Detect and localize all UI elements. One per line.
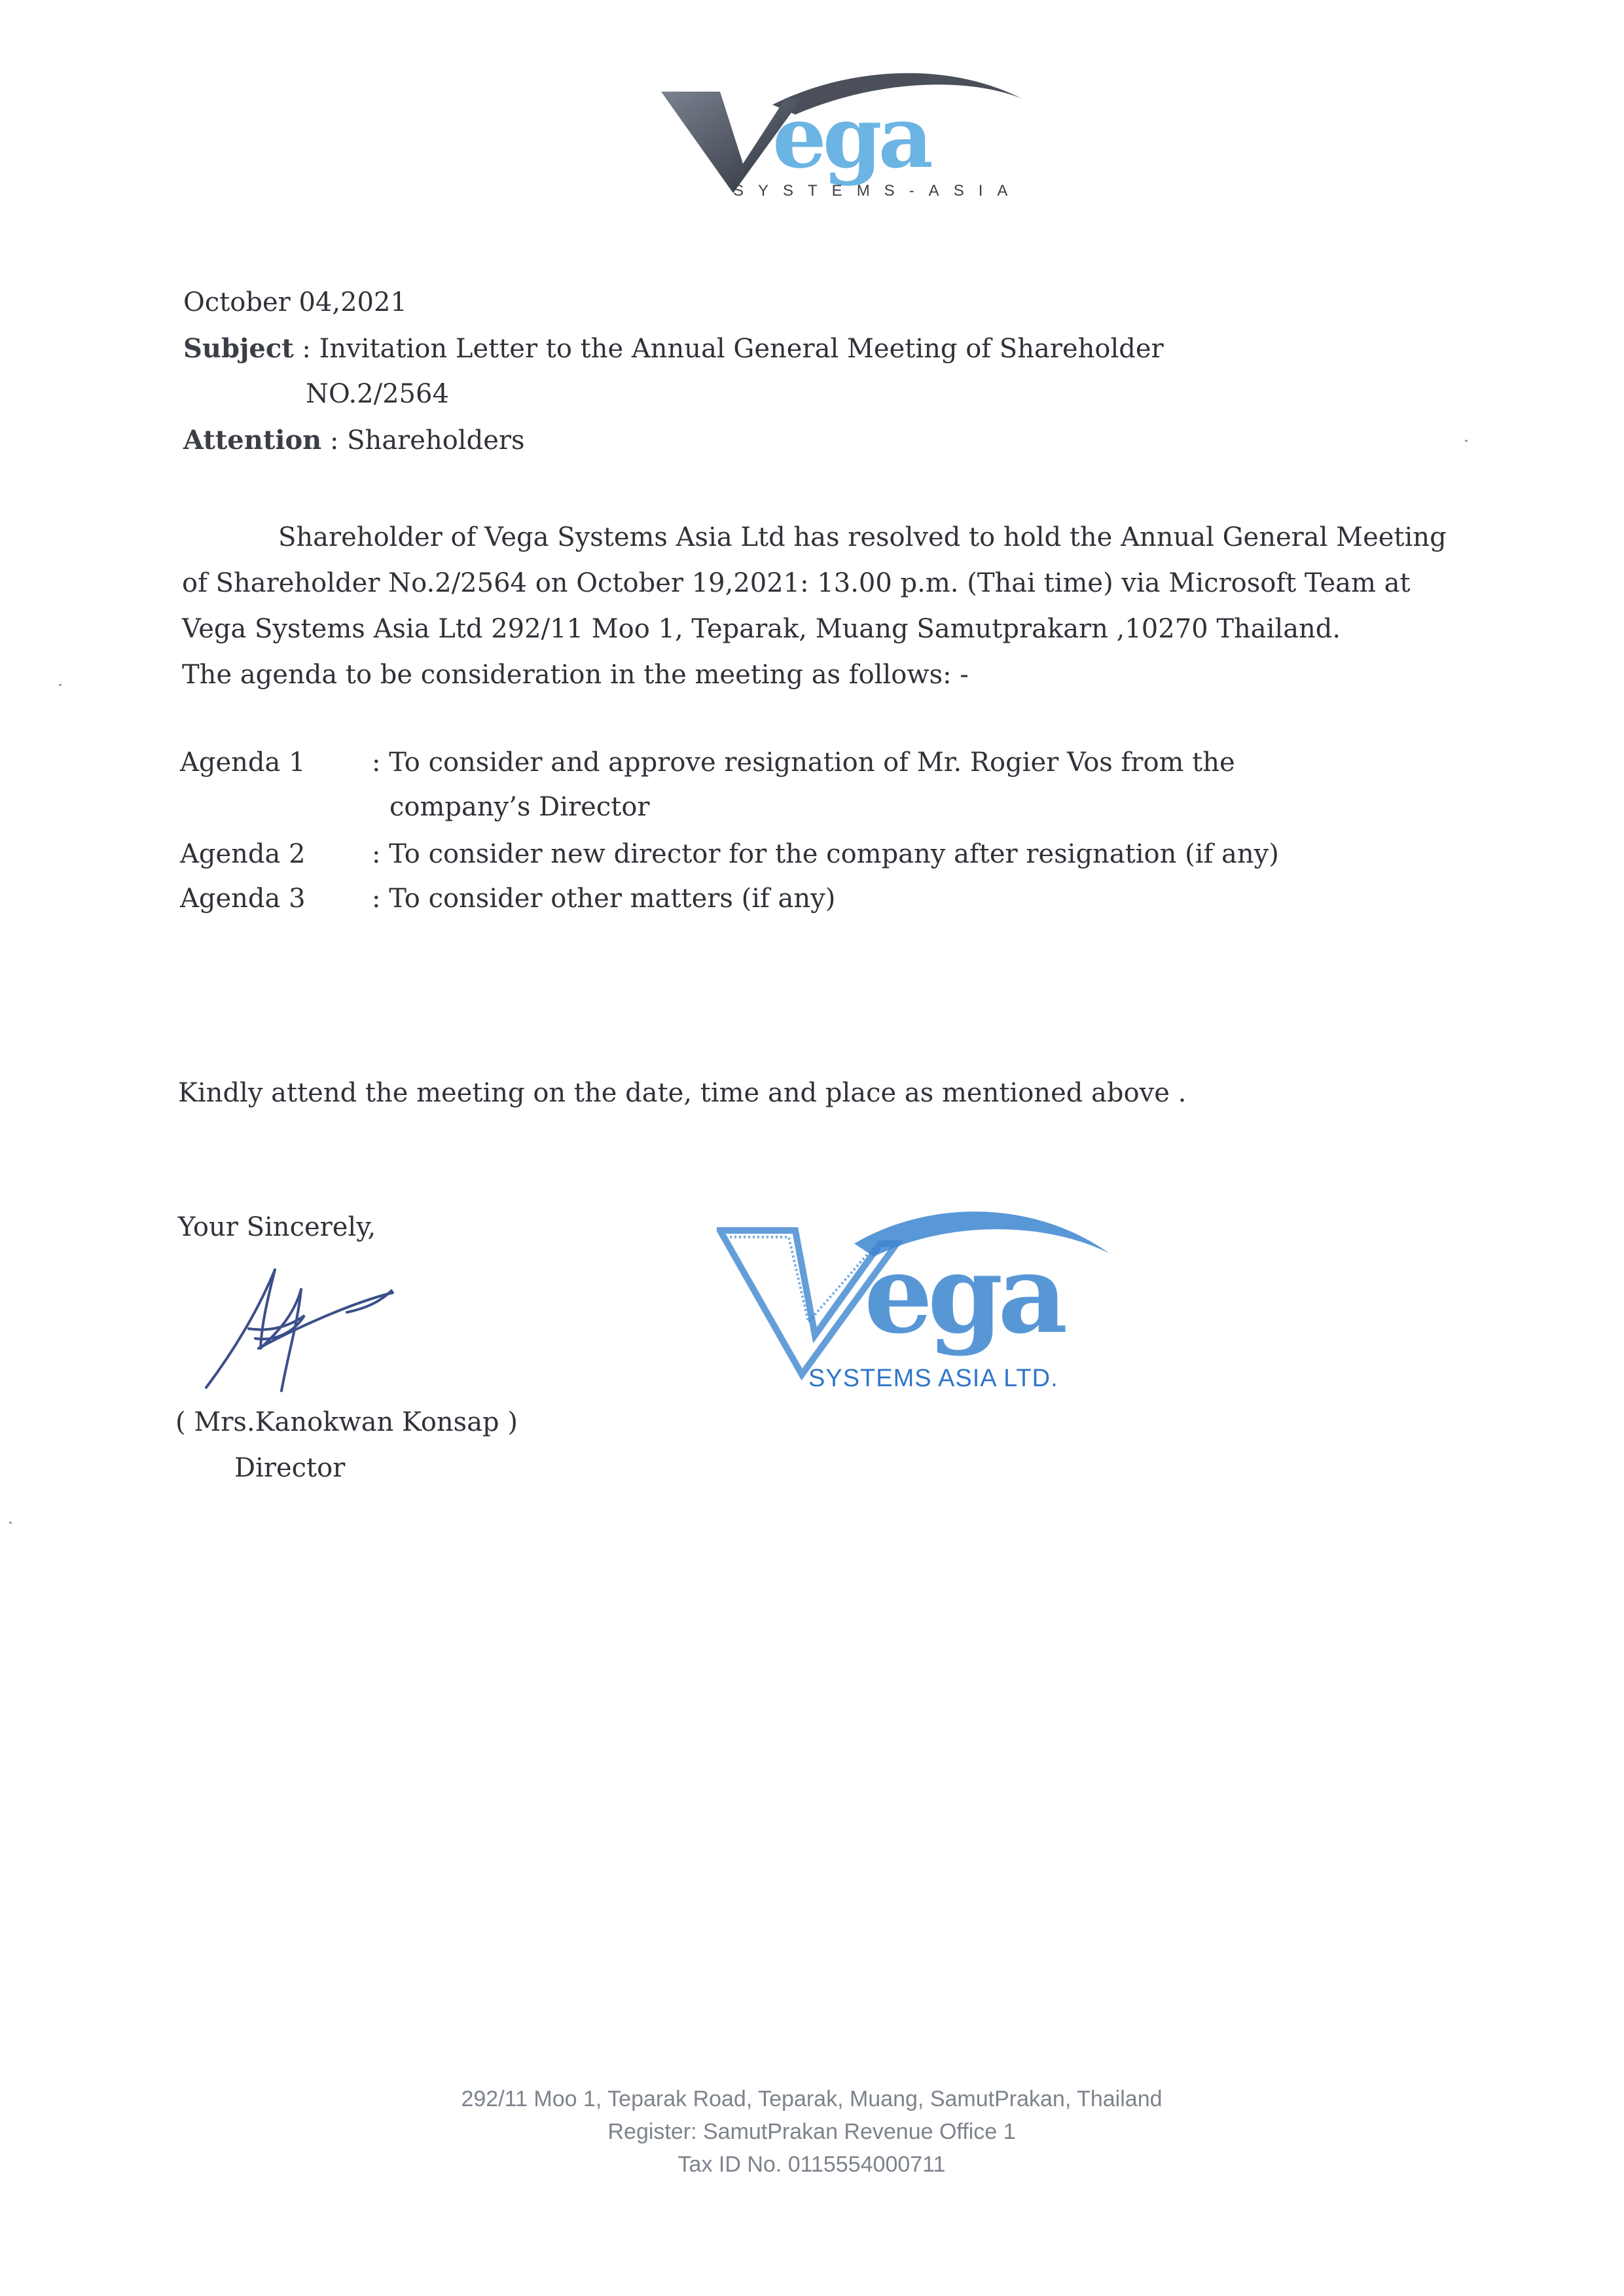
subject-label: Subject: [183, 333, 294, 364]
svg-text:ega: ega: [864, 1230, 1063, 1357]
sign-off: Your Sincerely,: [178, 1212, 376, 1242]
body-line-4: The agenda to be consideration in the meeting as follows: -: [182, 660, 969, 690]
attention-line: [183, 424, 525, 457]
signer-name: ( Mrs.Kanokwan Konsap ): [175, 1407, 518, 1437]
body-line-1: Shareholder of Vega Systems Asia Ltd has resolved to hold the Annual General Meeting: [278, 522, 1447, 552]
footer-address: 292/11 Moo 1, Teparak Road, Teparak, Muang, SamutPrakan, Thailand: [461, 2087, 1163, 2111]
agenda-1-text: : To consider and approve resignation of Mr. Rogier Vos from the: [372, 747, 1235, 778]
body-line-3: Vega Systems Asia Ltd 292/11 Moo 1, Teparak, Muang Samutprakarn ,10270 Thailand.: [182, 614, 1341, 644]
logo-tagline: SYSTEMS-ASIA: [733, 182, 1022, 200]
signature: [196, 1250, 406, 1401]
attention-label: Attention: [183, 425, 322, 456]
scan-speck: [59, 684, 62, 686]
footer-tax-id: Tax ID No. 0115554000711: [677, 2152, 946, 2177]
attention-text: : Shareholders: [321, 425, 525, 456]
letter-date: October 04,2021: [183, 287, 407, 317]
footer-register: Register: SamutPrakan Revenue Office 1: [607, 2119, 1016, 2144]
body-line-2: of Shareholder No.2/2564 on October 19,2021: 13.00 p.m. (Thai time) via Microsoft Team at: [182, 568, 1411, 598]
scan-speck: [9, 1522, 12, 1524]
subject-continuation: NO.2/2564: [306, 379, 449, 409]
agenda-3-text: : To consider other matters (if any): [372, 884, 836, 914]
agenda-3-label: Agenda 3: [180, 884, 306, 914]
agenda-1-label: Agenda 1: [180, 747, 306, 778]
scan-speck: [1465, 440, 1468, 442]
agenda-2-text: : To consider new director for the company after resignation (if any): [372, 839, 1279, 869]
closing-line: Kindly attend the meeting on the date, time and place as mentioned above .: [178, 1078, 1187, 1108]
company-stamp: [717, 1191, 1136, 1388]
subject-line: [183, 332, 1164, 365]
agenda-2-label: Agenda 2: [180, 839, 306, 869]
subject-text: : Invitation Letter to the Annual General Meeting of Shareholder: [293, 334, 1164, 364]
signer-title: Director: [234, 1453, 346, 1483]
agenda-1-text-cont: company’s Director: [389, 792, 650, 822]
stamp-company-name: SYSTEMS ASIA LTD.: [808, 1365, 1058, 1392]
svg-text:ega: ega: [772, 87, 929, 187]
